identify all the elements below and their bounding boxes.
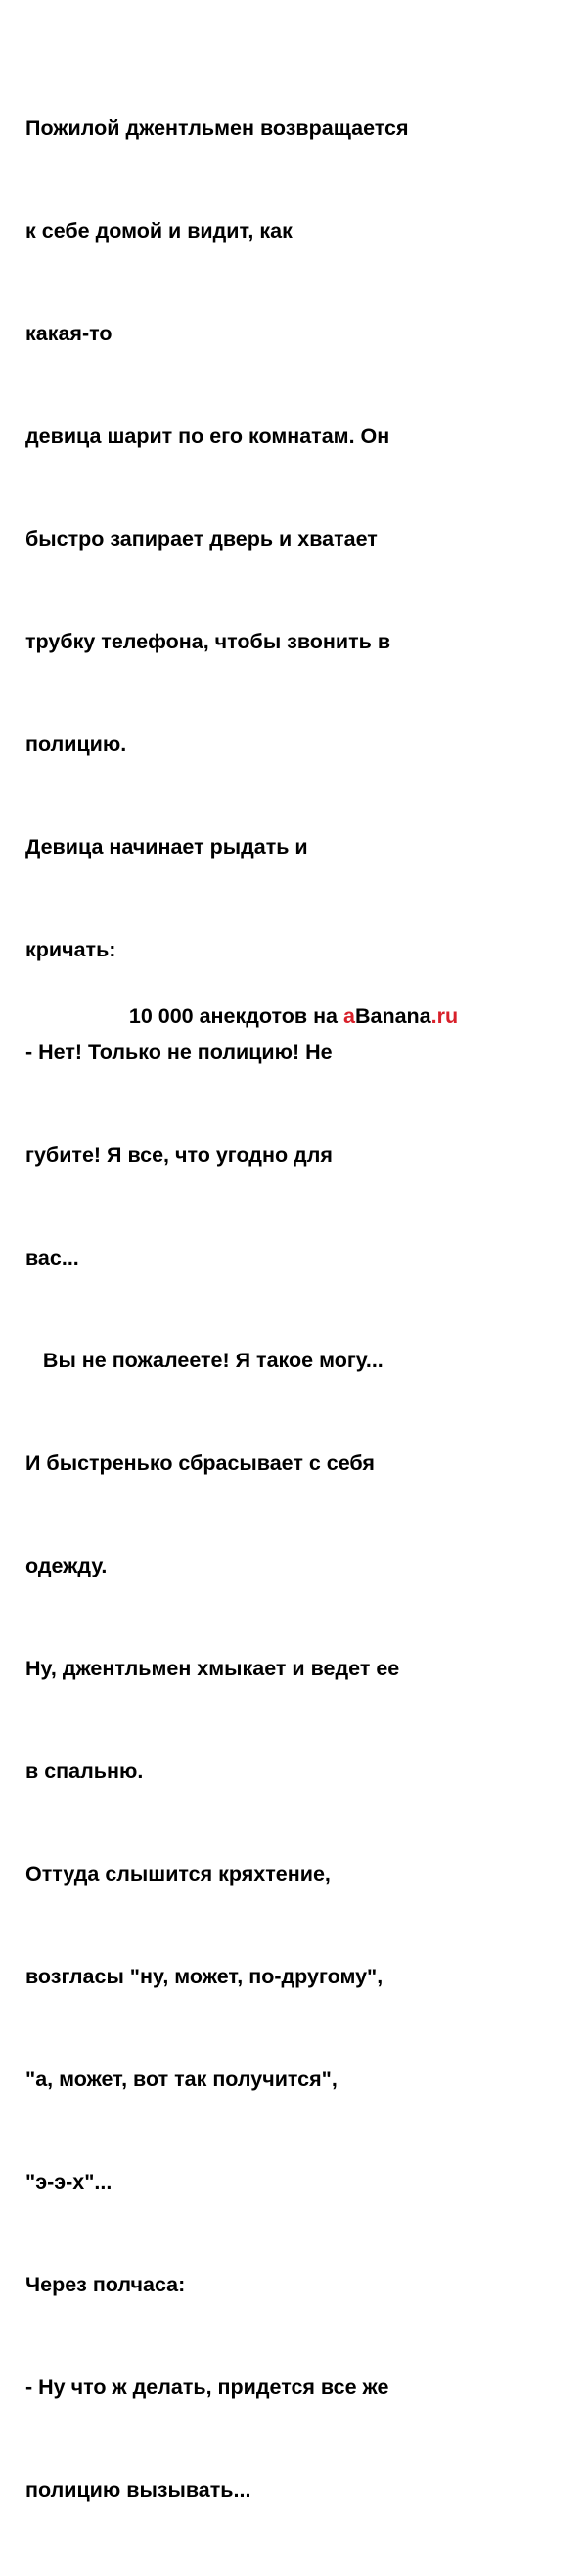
joke-line: одежду.	[25, 1554, 108, 1577]
joke-line: Ну, джентльмен хмыкает и ведет ее	[25, 1657, 400, 1680]
joke-line: вас...	[25, 1246, 79, 1269]
footer-prefix: 10 000 анекдотов на	[128, 1004, 343, 1028]
brand-a: a	[343, 1004, 355, 1028]
joke-line: - Ну что ж делать, придется все же	[25, 2376, 389, 2399]
joke-line: к себе домой и видит, как	[25, 219, 293, 243]
joke-line: возгласы "ну, может, по-другому",	[25, 1965, 384, 1988]
joke-line: губите! Я все, что угодно для	[25, 1143, 333, 1167]
joke-line: Девица начинает рыдать и	[25, 835, 308, 859]
joke-line: "а, может, вот так получится",	[25, 2067, 338, 2091]
joke-line: Через полчаса:	[25, 2273, 186, 2296]
joke-line: "э-э-х"...	[25, 2170, 113, 2194]
abanana-link[interactable]	[343, 1004, 458, 1028]
joke-body	[25, 43, 564, 2576]
joke-line: полицию.	[25, 733, 127, 756]
joke-line: девица шарит по его комнатам. Он	[25, 424, 390, 448]
joke-line: трубку телефона, чтобы звонить в	[25, 630, 391, 653]
joke-line: быстро запирает дверь и хватает	[25, 527, 378, 551]
brand-tld: .ru	[430, 1004, 459, 1028]
joke-line: Оттуда слышится кряхтение,	[25, 1862, 331, 1886]
joke-line: - Нет! Только не полицию! Не	[25, 1041, 333, 1064]
joke-line: полицию вызывать...	[25, 2478, 251, 2502]
joke-line: в спальню.	[25, 1759, 144, 1783]
joke-line: какая-то	[25, 322, 113, 345]
joke-line: кричать:	[25, 938, 116, 961]
brand-rest: Banana	[354, 1004, 431, 1028]
joke-line: И быстренько сбрасывает с себя	[25, 1451, 375, 1475]
joke-line: Вы не пожалеете! Я такое могу...	[25, 1349, 384, 1372]
joke-line: Пожилой джентльмен возвращается	[25, 116, 409, 140]
footer-attribution	[0, 1004, 587, 1029]
